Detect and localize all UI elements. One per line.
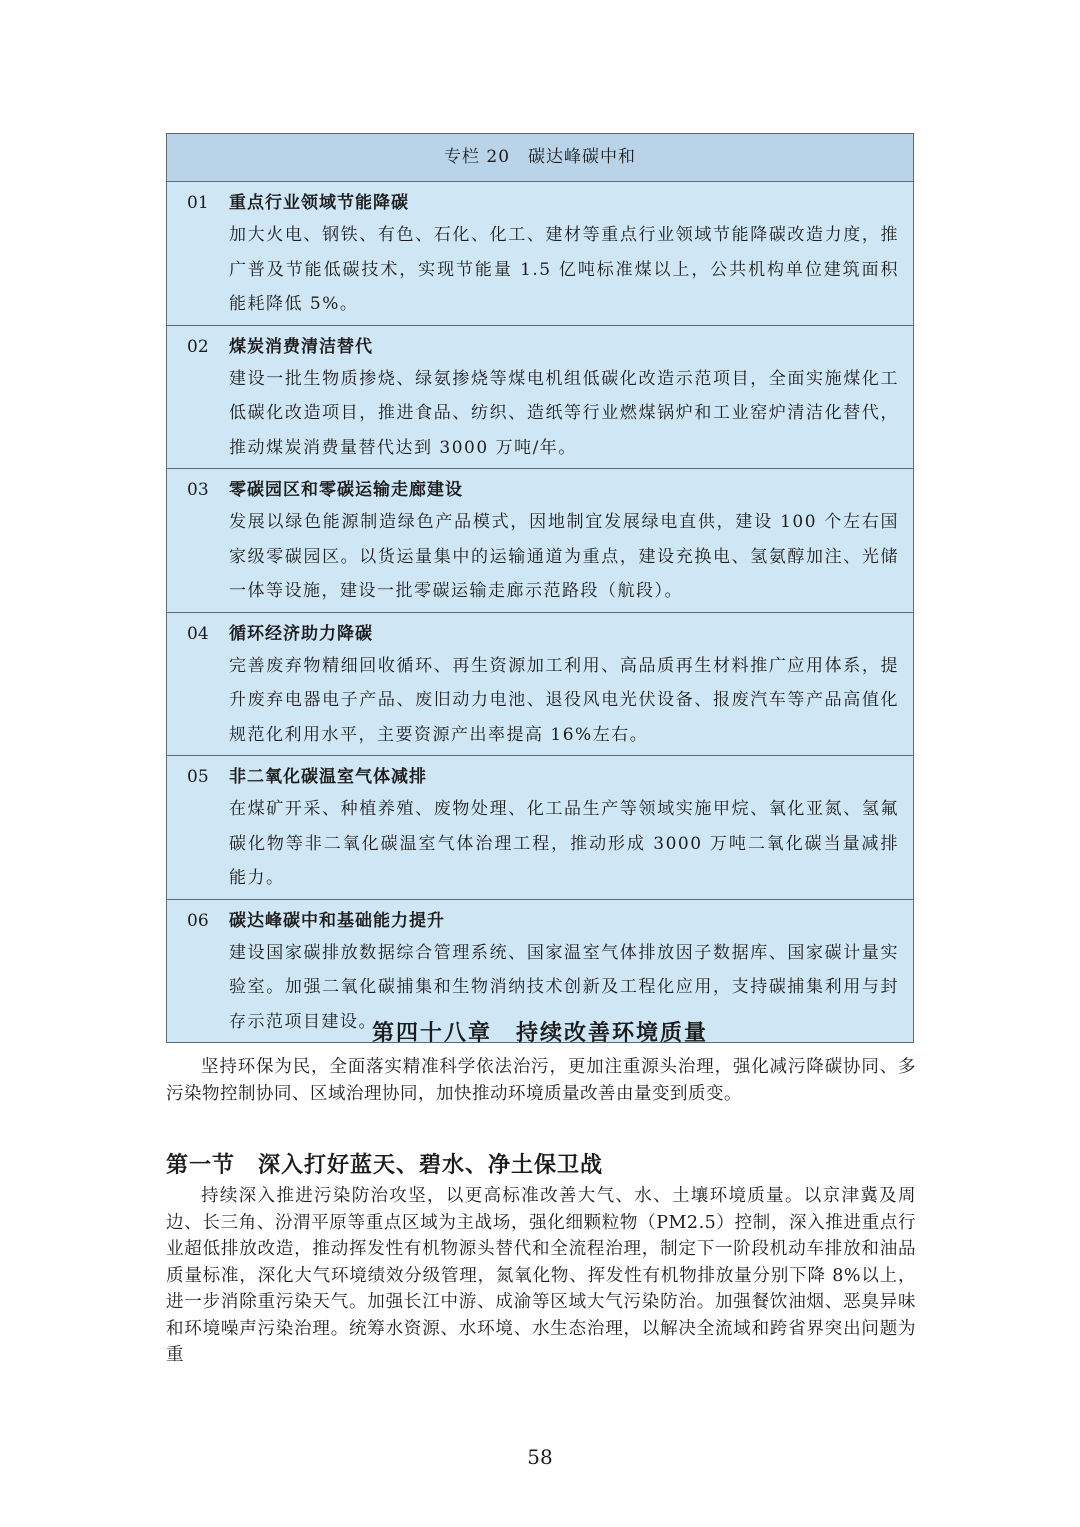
- column-item-05: [167, 756, 913, 900]
- item-heading: 重点行业领域节能降碳: [229, 193, 409, 213]
- section-body-paragraph: 持续深入推进污染防治攻坚，以更高标准改善大气、水、土壤环境质量。以京津冀及周边、长三角、汾渭平原等重点区域为主战场，强化细颗粒物（PM2.5）控制，深入推进重点行业超低排放改造，推动挥发性有机物源头替代和全流程治理，制定下一阶段机动车排放和油品质量标准，深化大气环境绩效分级管理，氮氧化物、挥发性有机物排放量分别下降 8%以上，进一步消除重污染天气。加强长江中游、成渝等区域大气污染防治。加强餐饮油烟、恶臭异味和环境噪声污染治理。统筹水资源、水环境、水生态治理，以解决全流域和跨省界突出问题为重: [166, 1186, 916, 1365]
- item-number: 02: [187, 336, 209, 357]
- item-body: 建设一批生物质掺烧、绿氨掺烧等煤电机组低碳化改造示范项目，全面实施煤化工低碳化改造项目，推进食品、纺织、造纸等行业燃煤锅炉和工业窑炉清洁化替代，推动煤炭消费量替代达到 3000 万吨/年。: [229, 368, 899, 458]
- item-heading: 非二氧化碳温室气体减排: [229, 767, 427, 787]
- column-item-04: [167, 613, 913, 757]
- item-heading: 循环经济助力降碳: [229, 623, 373, 644]
- item-body: 加大火电、钢铁、有色、石化、化工、建材等重点行业领域节能降碳改造力度，推广普及节能低碳技术，实现节能量 1.5 亿吨标准煤以上，公共机构单位建筑面积能耗降低 5%。: [229, 225, 899, 314]
- item-heading: 零碳园区和零碳运输走廊建设: [229, 480, 463, 500]
- item-body: 在煤矿开采、种植养殖、废物处理、化工品生产等领域实施甲烷、氧化亚氮、氢氟碳化物等非二氧化碳温室气体治理工程，推动形成 3000 万吨二氧化碳当量减排能力。: [229, 799, 899, 888]
- item-number: 05: [187, 767, 209, 787]
- item-heading: 碳达峰碳中和基础能力提升: [229, 910, 445, 931]
- item-number: 01: [187, 193, 209, 213]
- item-number: 06: [187, 910, 209, 931]
- chapter-intro-paragraph: 坚持环保为民，全面落实精准科学依法治污，更加注重源头治理，强化减污降碳协同、多污染物控制协同、区域治理协同，加快推动环境质量改善由量变到质变。: [166, 1057, 916, 1104]
- column-item-01: [167, 182, 913, 326]
- item-body: 发展以绿色能源制造绿色产品模式，因地制宜发展绿电直供，建设 100 个左右国家级零碳园区。以货运量集中的运输通道为重点，建设充换电、氢氨醇加注、光储一体等设施，建设一批零碳运输走廊示范路段（航段）。: [229, 512, 899, 601]
- special-column-box: [166, 133, 914, 1043]
- chapter-title: 第四十八章 持续改善环境质量: [371, 1021, 708, 1046]
- item-body: 建设国家碳排放数据综合管理系统、国家温室气体排放因子数据库、国家碳计量实验室。加强二氧化碳捕集和生物消纳技术创新及工程化应用，支持碳捕集利用与封存示范项目建设。: [229, 942, 899, 1032]
- section-title: 第一节 深入打好蓝天、碧水、净土保卫战: [166, 1153, 604, 1178]
- page-number: 58: [527, 1445, 553, 1469]
- column-item-03: [167, 469, 913, 613]
- column-item-02: [167, 326, 913, 470]
- item-number: 03: [187, 480, 209, 500]
- item-heading: 煤炭消费清洁替代: [229, 336, 373, 357]
- item-body: 完善废弃物精细回收循环、再生资源加工利用、高品质再生材料推广应用体系，提升废弃电器电子产品、废旧动力电池、退役风电光伏设备、报废汽车等产品高值化规范化利用水平，主要资源产出率提高 16%左右。: [229, 655, 899, 745]
- special-column-title: 专栏 20 碳达峰碳中和: [167, 134, 913, 182]
- item-number: 04: [187, 623, 209, 644]
